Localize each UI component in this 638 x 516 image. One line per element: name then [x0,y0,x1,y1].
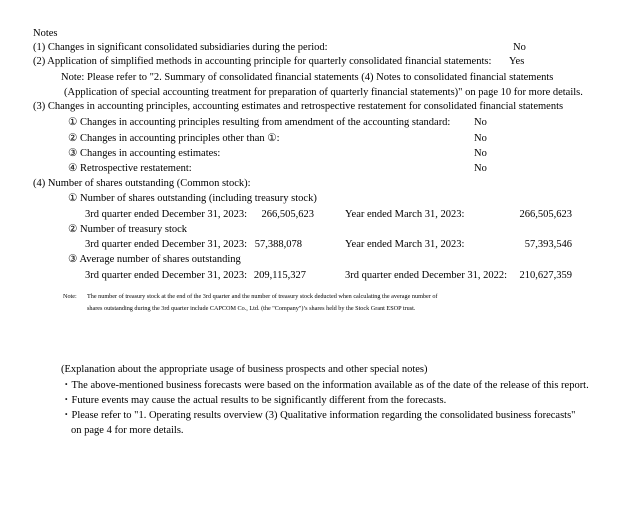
item3-sub3-value: No [474,148,487,159]
item3-sub2-value: No [474,133,487,144]
explanation-title: (Explanation about the appropriate usage of business prospects and other special notes) [61,364,428,375]
item3-label: (3) Changes in accounting principles, accounting estimates and retrospective restatement for consolidated financial statements [33,101,564,112]
explanation-bullet-3: ・Please refer to "1. Operating results overview (3) Qualitative information regarding the consolidated business forecasts" [61,410,576,421]
explanation-bullet-2: ・Future events may cause the actual results to be significantly different from the forecasts. [61,395,447,406]
shares-group2-title: ② Number of treasury stock [68,224,188,235]
item2-value: Yes [509,56,525,67]
shares-group1-right-value: 266,505,623 [519,209,572,220]
footnote-line1: The number of treasury stock at the end of the 3rd quarter and the number of treasury stock deducted when calculating the average number of [87,293,438,300]
item3-sub2-label: ② Changes in accounting principles other than ①: [68,133,280,144]
item2-note-line2: (Application of special accounting treatment for preparation of quarterly financial statements)" on page 10 for more details. [64,87,583,98]
item3-sub4-value: No [474,163,487,174]
explanation-bullet-1: ・The above-mentioned business forecasts were based on the information available as of the date of the release of this report. [61,380,589,391]
item1-label: (1) Changes in significant consolidated subsidiaries during the period: [33,42,328,53]
item2-label: (2) Application of simplified methods in accounting principle for quarterly consolidated financial statements: [33,56,492,67]
shares-group1-title: ① Number of shares outstanding (including treasury stock) [68,193,317,204]
shares-group1-left-value: 266,505,623 [261,209,314,220]
shares-group2-right-label: Year ended March 31, 2023: [345,239,465,250]
shares-group3-right-value: 210,627,359 [519,270,572,281]
shares-group2-left-value: 57,388,078 [254,239,302,250]
explanation-bullet-3-cont: on page 4 for more details. [71,425,184,436]
item4-label: (4) Number of shares outstanding (Common stock): [33,178,251,189]
shares-group3-right-label: 3rd quarter ended December 31, 2022: [345,270,508,281]
footnote-label: Note: [63,293,77,300]
shares-group3-left-label: 3rd quarter ended December 31, 2023: [85,270,248,281]
item2-note-line1: Note: Please refer to "2. Summary of consolidated financial statements (4) Notes to consolidated financial statements [61,72,554,83]
shares-group1-right-label: Year ended March 31, 2023: [345,209,465,220]
item3-sub1-value: No [474,117,487,128]
item3-sub4-label: ④ Retrospective restatement: [68,163,192,174]
shares-group2-left-label: 3rd quarter ended December 31, 2023: [85,239,248,250]
item3-sub1-label: ① Changes in accounting principles resulting from amendment of the accounting standard: [68,117,451,128]
item3-sub3-label: ③ Changes in accounting estimates: [68,148,221,159]
footnote-line2: shares outstanding during the 3rd quarter include CAPCOM Co., Ltd. (the "Company")’s shares held by the Stock Grant ESOP trust. [87,305,416,312]
notes-heading: Notes [33,28,58,39]
shares-group1-left-label: 3rd quarter ended December 31, 2023: [85,209,248,220]
shares-group3-left-value: 209,115,327 [253,270,306,281]
shares-group3-title: ③ Average number of shares outstanding [68,254,241,265]
shares-group2-right-value: 57,393,546 [524,239,572,250]
item1-value: No [513,42,526,53]
